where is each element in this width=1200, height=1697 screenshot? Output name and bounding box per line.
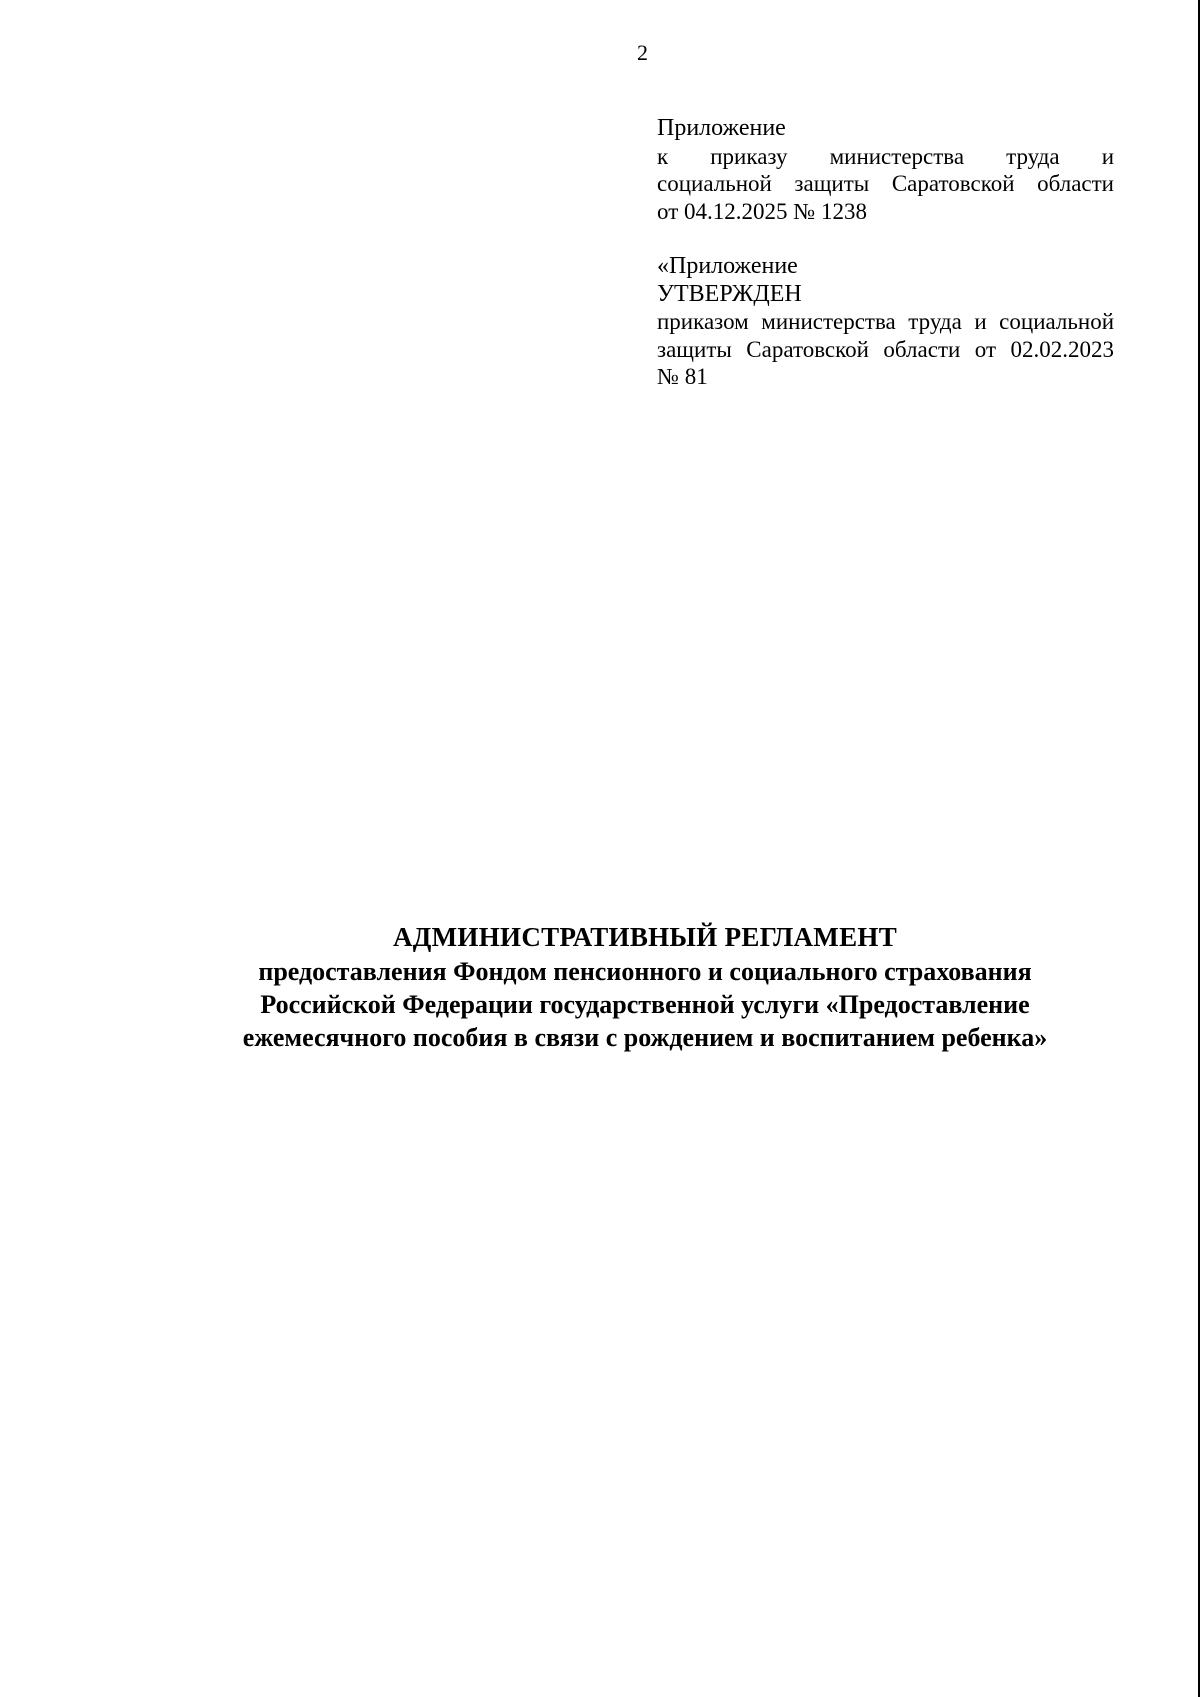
annex-reference-block bbox=[657, 115, 1114, 225]
approval-heading: «Приложение bbox=[657, 253, 798, 279]
approval-block bbox=[657, 253, 1114, 391]
approval-line-2: защиты Саратовской области от 02.02.2023 bbox=[657, 336, 1114, 362]
document-subtitle-line-1: предоставления Фондом пенсионного и социального страхования bbox=[258, 957, 1032, 986]
document-subtitle-line-2: Российской Федерации государственной услуги «Предоставление bbox=[260, 990, 1030, 1019]
annex-line-1: к приказу министерства труда и bbox=[657, 143, 1114, 169]
document-subtitle-line-3: ежемесячного пособия в связи с рождением и воспитанием ребенка» bbox=[242, 1023, 1048, 1052]
document-title-block bbox=[60, 920, 1200, 1054]
document-title: АДМИНИСТРАТИВНЫЙ РЕГЛАМЕНТ bbox=[392, 922, 898, 952]
annex-line-3: от 04.12.2025 № 1238 bbox=[657, 198, 867, 224]
approval-stamp: УТВЕРЖДЕН bbox=[657, 280, 802, 307]
approval-line-1: приказом министерства труда и социальной bbox=[657, 309, 1114, 334]
annex-heading: Приложение bbox=[657, 115, 786, 141]
page-number: 2 bbox=[637, 40, 648, 65]
annex-line-2: социальной защиты Саратовской области bbox=[657, 171, 1114, 196]
approval-line-3: № 81 bbox=[657, 364, 708, 389]
